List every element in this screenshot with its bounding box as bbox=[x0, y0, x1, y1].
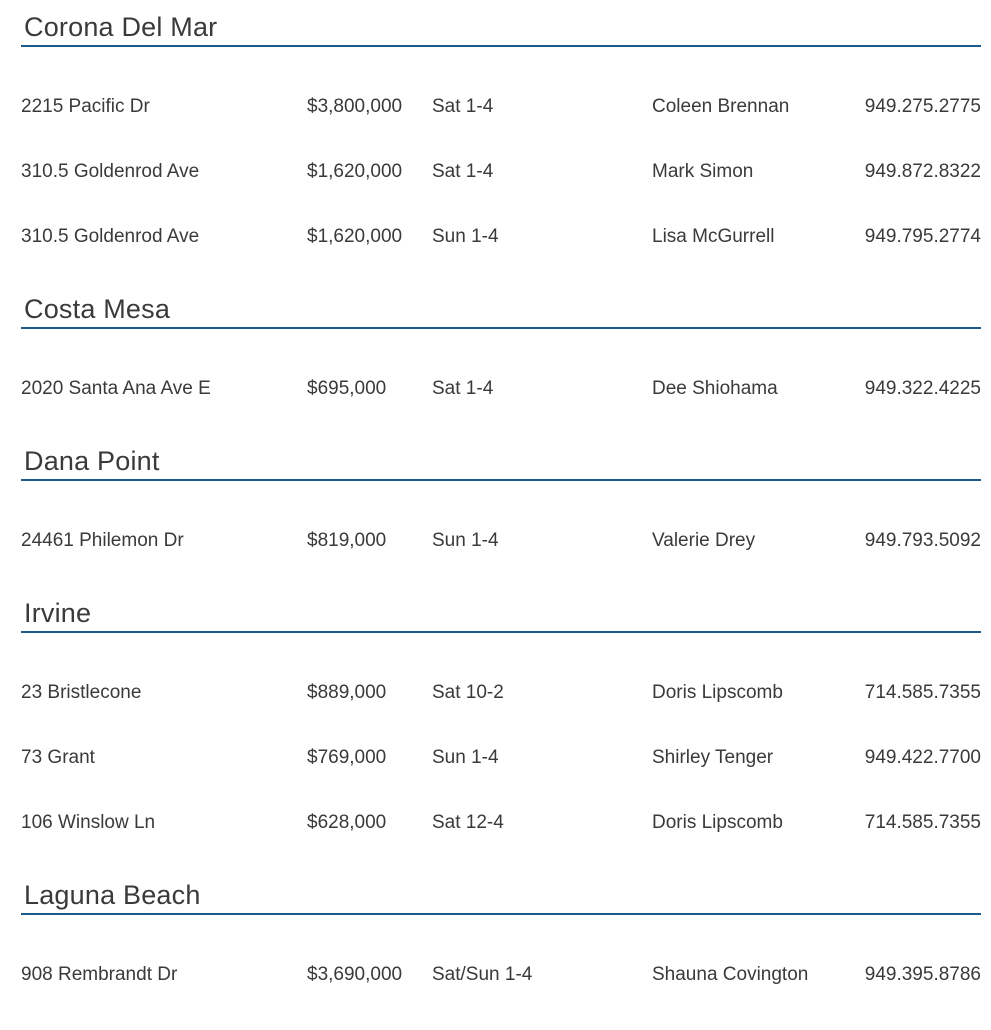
listing-rows bbox=[21, 531, 981, 596]
listing-time: Sun 1-4 bbox=[432, 226, 499, 247]
listing-row bbox=[21, 531, 981, 596]
listing-rows bbox=[21, 965, 981, 1030]
city-heading: Laguna Beach bbox=[21, 880, 981, 915]
city-section bbox=[21, 446, 981, 596]
listing-phone: 949.422.7700 bbox=[864, 747, 981, 768]
listing-agent: Shirley Tenger bbox=[652, 747, 774, 768]
listing-row bbox=[21, 227, 981, 292]
listing-phone: 949.275.2775 bbox=[864, 96, 981, 117]
listing-phone: 714.585.7355 bbox=[864, 812, 981, 833]
listing-price: $3,800,000 bbox=[307, 96, 403, 117]
listing-phone: 949.395.8786 bbox=[864, 964, 981, 985]
listing-agent: Shauna Covington bbox=[652, 964, 809, 985]
listing-address: 2215 Pacific Dr bbox=[21, 96, 150, 117]
listing-phone: 949.322.4225 bbox=[864, 378, 981, 399]
city-section bbox=[21, 294, 981, 444]
listing-row bbox=[21, 813, 981, 878]
listing-time: Sat 10-2 bbox=[432, 682, 504, 703]
listing-price: $889,000 bbox=[307, 682, 387, 703]
listing-time: Sat/Sun 1-4 bbox=[432, 964, 533, 985]
listing-time: Sat 12-4 bbox=[432, 812, 504, 833]
listing-row bbox=[21, 162, 981, 227]
listing-time: Sun 1-4 bbox=[432, 747, 499, 768]
listing-price: $1,620,000 bbox=[307, 226, 403, 247]
listing-agent: Doris Lipscomb bbox=[652, 812, 783, 833]
listing-row bbox=[21, 379, 981, 444]
listing-time: Sat 1-4 bbox=[432, 378, 494, 399]
city-heading: Dana Point bbox=[21, 446, 981, 481]
listing-price: $628,000 bbox=[307, 812, 387, 833]
listing-time: Sat 1-4 bbox=[432, 96, 494, 117]
listing-agent: Lisa McGurrell bbox=[652, 226, 775, 247]
listings-document bbox=[21, 12, 981, 1030]
listing-price: $3,690,000 bbox=[307, 964, 403, 985]
listing-phone: 949.795.2774 bbox=[864, 226, 981, 247]
city-section bbox=[21, 880, 981, 1030]
listing-agent: Valerie Drey bbox=[652, 530, 756, 551]
listing-agent: Coleen Brennan bbox=[652, 96, 790, 117]
listing-time: Sat 1-4 bbox=[432, 161, 494, 182]
listing-address: 24461 Philemon Dr bbox=[21, 530, 184, 551]
city-heading: Costa Mesa bbox=[21, 294, 981, 329]
listing-rows bbox=[21, 683, 981, 878]
listing-agent: Dee Shiohama bbox=[652, 378, 778, 399]
city-heading: Irvine bbox=[21, 598, 981, 633]
listing-address: 106 Winslow Ln bbox=[21, 812, 156, 833]
listing-address: 23 Bristlecone bbox=[21, 682, 142, 703]
listing-phone: 949.793.5092 bbox=[864, 530, 981, 551]
listing-price: $769,000 bbox=[307, 747, 387, 768]
listing-row bbox=[21, 748, 981, 813]
listing-time: Sun 1-4 bbox=[432, 530, 499, 551]
listing-price: $819,000 bbox=[307, 530, 387, 551]
listing-rows bbox=[21, 97, 981, 292]
listing-row bbox=[21, 97, 981, 162]
listing-address: 310.5 Goldenrod Ave bbox=[21, 226, 200, 247]
listing-address: 73 Grant bbox=[21, 747, 95, 768]
listing-rows bbox=[21, 379, 981, 444]
listing-price: $695,000 bbox=[307, 378, 387, 399]
city-section bbox=[21, 12, 981, 292]
listing-phone: 714.585.7355 bbox=[864, 682, 981, 703]
listing-row bbox=[21, 965, 981, 1030]
listing-address: 2020 Santa Ana Ave E bbox=[21, 378, 211, 399]
listing-phone: 949.872.8322 bbox=[864, 161, 981, 182]
city-heading: Corona Del Mar bbox=[21, 12, 981, 47]
listing-row bbox=[21, 683, 981, 748]
listing-address: 908 Rembrandt Dr bbox=[21, 964, 178, 985]
city-section bbox=[21, 598, 981, 878]
listing-agent: Doris Lipscomb bbox=[652, 682, 783, 703]
listing-address: 310.5 Goldenrod Ave bbox=[21, 161, 200, 182]
listing-price: $1,620,000 bbox=[307, 161, 403, 182]
listing-agent: Mark Simon bbox=[652, 161, 754, 182]
